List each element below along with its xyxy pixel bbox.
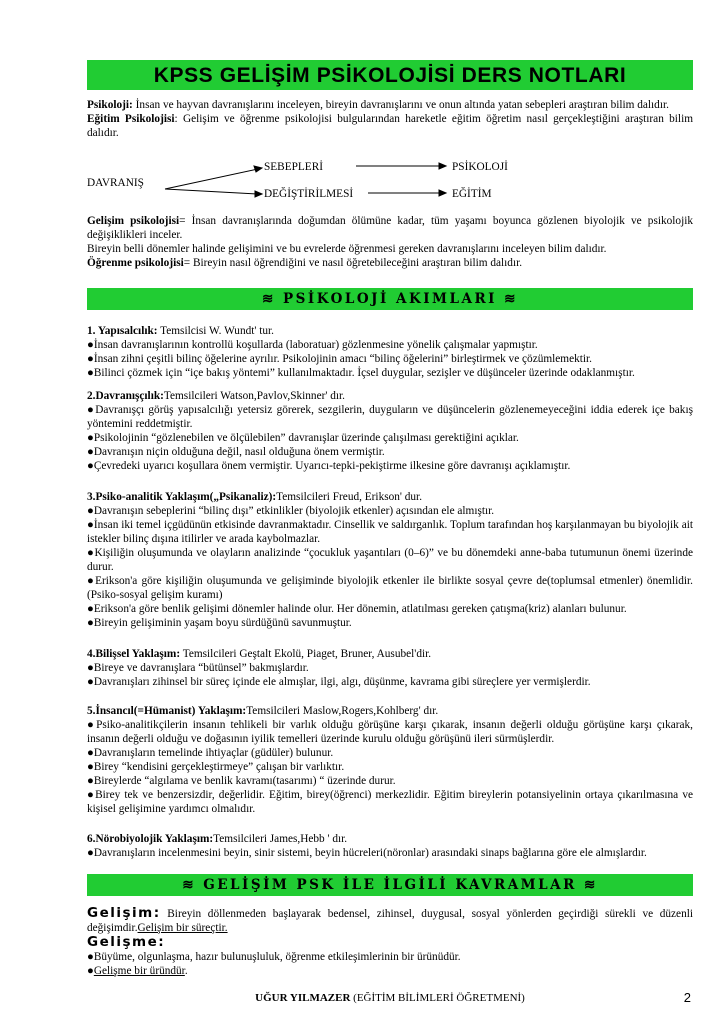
- diagram-psikoloji: PSİKOLOJİ: [452, 161, 508, 173]
- bullet-item: ●Davranışların incelenmesini beyin, sinir sistemi, beyin hücreleri(nöronlar) arasındaki sinaps bağlarına göre ele almışlardır.: [87, 847, 647, 859]
- page-footer: [87, 991, 693, 1005]
- akim-representatives: Temsilcileri Maslow,Rogers,Kohlberg' dır.: [246, 705, 439, 717]
- definitions-block: [87, 214, 693, 270]
- bullet-item: ●Birey tek ve benzersizdir, değerlidir. Eğitim, birey(öğrenci) merkezlidir. Eğitim bireylerin potansiyelinin ortaya çıkarılmasına ve kişisel gelişimine yardımcı olmalıdır.: [87, 789, 693, 815]
- page-number: 2: [683, 990, 691, 1005]
- bullet-suffix: .: [184, 965, 188, 977]
- akim-representatives: Temsilcisi W. Wundt' tur.: [157, 325, 275, 337]
- bullet-item: ●Davranışın sebeplerini “bilinç dışı” etkinlikler (biyolojik etkenler) açısından ele almıştır.: [87, 505, 495, 517]
- akim-heading: [87, 324, 693, 338]
- bullet-item: ●İnsan davranışlarının kontrollü koşullarda (laboratuar) gözlenmesine yönelik çalışmalar yapmıştır.: [87, 339, 538, 351]
- ogrenme-psk-term: Öğrenme psikolojisi: [87, 257, 184, 269]
- akim-heading: [87, 832, 693, 846]
- bullet-item: ●Erikson'a göre kişiliğin oluşumunda ve gelişiminde biyolojik etkenler ile birlikte sosyal çevre de(toplumsal etmenler) önemlidir.(Psiko-sosyal gelişim kuramı): [87, 575, 693, 601]
- kavramlar-block: [87, 906, 693, 978]
- section-heading-akimlar: ≋ PSİKOLOJİ AKIMLARI ≋: [87, 288, 693, 310]
- bullet-item: ●Bireylerde “algılama ve benlik kavramı(tasarımı) “ üzerinde durur.: [87, 775, 396, 787]
- akim-heading: [87, 389, 693, 403]
- bullet-item: ●Bireyin gelişiminin yaşam boyu sürdüğünü savunmuştur.: [87, 617, 352, 629]
- akimlar-6-norobiyolojik: [87, 832, 693, 860]
- gelisim-definition: [87, 906, 693, 935]
- gelisim-psk-term: Gelişim psikolojisi: [87, 215, 180, 227]
- diagram-egitim: EĞİTİM: [452, 188, 492, 200]
- footer-author: UĞUR YILMAZER: [255, 992, 351, 1004]
- akim-heading: [87, 490, 693, 504]
- akimlar-2-davranisçilik: [87, 389, 693, 473]
- akim-representatives: Temsilcileri James,Hebb ' dır.: [213, 833, 348, 845]
- diagram-degistirilmesi: DEĞİŞTİRİLMESİ: [264, 188, 354, 200]
- ogrenme-psk-text: = Bireyin nasıl öğrendiğini ve nasıl öğretebileceğini araştıran bilim dalıdır.: [183, 257, 523, 269]
- arrow-to-degistirilmesi: [165, 189, 258, 194]
- akim-title: 4.Bilişsel Yaklaşım:: [87, 648, 181, 660]
- akimlar-4-bilissel: [87, 647, 693, 689]
- bullet-item: ●Psikolojinin “gözlenebilen ve ölçülebilen” davranışlar üzerinde çalışılması gerektiğini açıklar.: [87, 432, 519, 444]
- arrow-head-egitim: [439, 190, 446, 196]
- bullet-glyph: ●: [87, 965, 94, 977]
- arrow-to-sebepleri: [165, 169, 258, 189]
- akim-title: 6.Nörobiyolojik Yaklaşım:: [87, 833, 214, 845]
- bullet-item: ●Büyüme, olgunlaşma, hazır bulunuşluluk, öğrenme etkileşimlerinin bir ürünüdür.: [87, 951, 461, 963]
- gelisme-heading: [87, 935, 693, 950]
- bullet-item: ●Bilinci çözmek için “içe bakış yöntemi” kullanılmaktadır. İçsel duygular, sezişler ve düşünceler üzerinde odaklanmıştır.: [87, 367, 635, 379]
- gelisim-psk-text: = İnsan davranışlarında doğumdan ölümüne kadar, tüm yaşamı boyunca gözlenen biyolojik ve psikolojik değişiklikleri inceler.: [87, 215, 693, 241]
- akim-title: 2.Davranışçılık:: [87, 390, 164, 402]
- psikoloji-term: Psikoloji:: [87, 99, 133, 111]
- arrow-head-psikoloji: [439, 163, 446, 169]
- akim-heading: [87, 704, 693, 718]
- akim-representatives: Temsilcileri Freud, Erikson' dur.: [276, 491, 423, 503]
- akimlar-3-psikoanalitik: [87, 490, 693, 630]
- diagram-sebepleri: SEBEPLERİ: [264, 161, 323, 173]
- bullet-item: ●Birey “kendisini gerçekleştirmeye” çalışan bir varlıktır.: [87, 761, 345, 773]
- psikoloji-text: İnsan ve hayvan davranışlarını inceleyen, bireyin davranışlarını ve onun altında yatan sebepleri araştıran bilim dalıdır.: [132, 99, 669, 111]
- bullet-item: ●Çevredeki uyarıcı koşullara önem vermiştir. Uyarıcı-tepki-pekiştirme ilkesine göre davranışı açıklamıştır.: [87, 460, 571, 472]
- gelisim-psikolojisi-definition: [87, 214, 693, 242]
- footer-credit: [87, 991, 693, 1005]
- ogrenme-psikolojisi-definition: [87, 256, 693, 270]
- bullet-item: ●İnsan iki temel içgüdünün etkisinde davranmaktadır. Cinsellik ve saldırganlık. Toplum tarafından hoş karşılanmayan bu biyolojik ait istekler bilinç dışına itilirler ve arada kaybolmazlar.: [87, 519, 693, 545]
- arrow-head-sebepleri: [254, 166, 262, 172]
- gelisme-note: Gelişme bir üründür: [93, 965, 185, 977]
- diagram-root-davranis: DAVRANIŞ: [87, 177, 144, 189]
- section-heading-kavramlar: ≋ GELİŞİM PSK İLE İLGİLİ KAVRAMLAR ≋: [87, 874, 693, 896]
- bullet-item: ●Kişiliğin oluşumunda ve olayların analizinde “çocukluk yaşantıları (0–6)” ve bu dönemdeki anne-baba tutumunun önemi üzerinde durur.: [87, 547, 693, 573]
- bullet-item: ●Davranışın niçin olduğuna değil, nasıl olduğuna önem vermiştir.: [87, 446, 385, 458]
- gelisim-psikolojisi-line2: Bireyin belli dönemler halinde gelişimini ve bu evrelerde öğrenmesi gereken davranışlarını inceleyen bilim dalıdır.: [87, 243, 607, 255]
- akim-title: 1. Yapısalcılık:: [87, 325, 158, 337]
- akim-heading: [87, 647, 693, 661]
- gelisim-term: Gelişim:: [87, 905, 161, 921]
- egitim-term: Eğitim Psikolojisi: [87, 113, 175, 125]
- bullet-item: ●İnsan zihni çeşitli bilinç öğelerine ayrılır. Psikolojinin amacı “bilinç öğelerini” birleştirmek ve çözümlemektir.: [87, 353, 593, 365]
- bullet-item: [87, 964, 693, 978]
- bullet-item: ●Davranışların temelinde ihtiyaçlar (güdüler) bulunur.: [87, 747, 334, 759]
- akim-representatives: Temsilcileri Watson,Pavlov,Skinner' dır.: [163, 390, 345, 402]
- bullet-item: ●Davranışçı görüş yapısalcılığı yetersiz görerek, sezgilerin, duyguların ve düşüncelerin gözlenemeyeceğini iddia ederek içe bakış yöntemini reddetmiştir.: [87, 404, 693, 430]
- arrow-head-degistirilmesi: [255, 191, 262, 197]
- gelisme-term: Gelişme:: [87, 934, 166, 950]
- gelisim-note: Gelişim bir süreçtir.: [137, 922, 228, 934]
- footer-role: (EĞİTİM BİLİMLERİ ÖĞRETMENİ): [350, 992, 525, 1004]
- egitim-text: : Gelişim ve öğrenme psikolojisi bulgularından hareketle eğitim öğretim nasıl gerçekleştiğini araştıran bilim dalıdır.: [87, 113, 693, 139]
- akim-representatives: Temsilcileri Geştalt Ekolü, Piaget, Bruner, Ausubel'dir.: [180, 648, 432, 660]
- akim-title: 5.İnsancıl(=Hümanist) Yaklaşım:: [87, 705, 247, 717]
- akimlar-5-insancil: [87, 704, 693, 816]
- bullet-item: ●Erikson'a göre benlik gelişimi dönemler halinde olur. Her dönemin, atlatılması gereken çatışma(kriz) alanları bulunur.: [87, 603, 627, 615]
- bullet-item: ●Davranışları zihinsel bir süreç içinde ele almışlar, ilgi, algı, düşünme, kavrama gibi süreçlere yer vermişlerdir.: [87, 676, 591, 688]
- bullet-item: ●Bireye ve davranışlara “bütünsel” bakmışlardır.: [87, 662, 309, 674]
- akim-title: 3.Psiko-analitik Yaklaşım(„Psikanaliz):: [87, 491, 277, 503]
- document-title: KPSS GELİŞİM PSİKOLOJİSİ DERS NOTLARI: [87, 60, 693, 90]
- gelisim-text: Bireyin döllenmeden başlayarak bedensel, zihinsel, duygusal, sosyal yönlerden geçirdiği sürekli ve düzenli değişimdir.: [87, 908, 693, 934]
- akimlar-1-yapisalcilik: [87, 324, 693, 380]
- bullet-item: ●Psiko-analitikçilerin insanın tehlikeli bir varlık olduğu görüşüne karşı çıkarak, insanın değerli olduğu görüşüne karşı çıkarak, insanın değerli olduğu ve doğasının iyilik temelleri üzerinde kurulu olduğu görüşünü ileri sürmüşlerdir.: [87, 719, 693, 745]
